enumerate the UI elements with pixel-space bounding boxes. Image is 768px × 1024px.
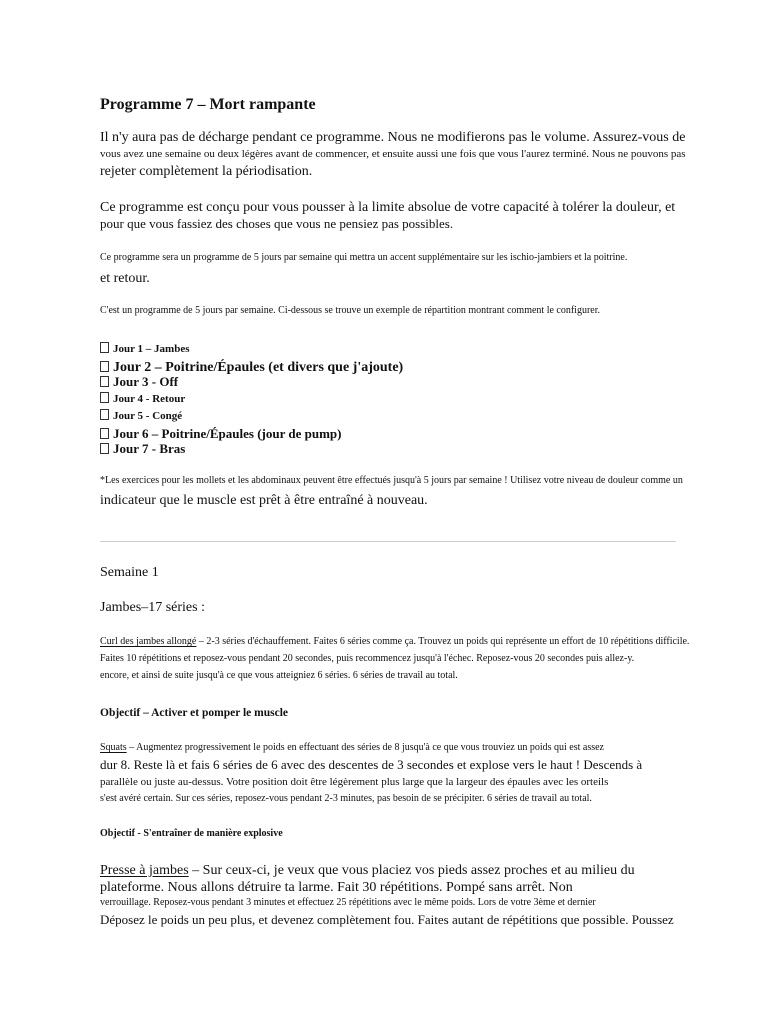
exercise-1-line-2: Faites 10 répétitions et reposez-vous pendant 20 secondes, puis recommencez jusqu'à l'échec. Reposez-vous 20 secondes puis allez-y.: [100, 653, 635, 664]
checkbox-icon: [100, 392, 109, 403]
day-item: [100, 375, 178, 390]
exercise-2-line-1: [100, 742, 604, 754]
exercise-1-objective: Objectif – Activer et pomper le muscle: [100, 707, 288, 719]
exercise-2-name: Squats: [100, 742, 127, 753]
checkbox-icon: [100, 428, 109, 439]
intro-p2-line-2: pour que vous fassiez des choses que vous ne pensiez pas possibles.: [100, 216, 454, 231]
exercise-1-line-3: encore, et ainsi de suite jusqu'à ce que vous atteigniez 6 séries. 6 séries de travail au total.: [100, 670, 458, 681]
day-label: Jour 2 – Poitrine/Épaules (et divers que j'ajoute): [113, 360, 404, 375]
intro-p4: C'est un programme de 5 jours par semaine. Ci-dessous se trouve un exemple de répartition montrant comment le configurer.: [100, 305, 600, 316]
day-label: Jour 3 - Off: [113, 374, 179, 389]
exercise-3-line-4: Déposez le poids un peu plus, et devenez complètement fou. Faites autant de répétitions que possible. Poussez: [100, 912, 674, 927]
intro-p2-line-1: Ce programme est conçu pour vous pousser à la limite absolue de votre capacité à tolérer la douleur, et: [100, 200, 676, 215]
checkbox-icon: [100, 443, 109, 454]
exercise-2-line-4: s'est avéré certain. Sur ces séries, reposez-vous pendant 2-3 minutes, pas besoin de se précipiter. 6 séries de travail au total.: [100, 793, 592, 804]
intro-p1-line-2: vous avez une semaine ou deux légères avant de commencer, et ensuite aussi une fois que vous l'aurez terminé. Nous ne pouvons pas: [100, 148, 686, 160]
day-item: [100, 442, 185, 457]
day-item: [100, 342, 190, 356]
intro-p3-line-2: et retour.: [100, 271, 150, 286]
note-line-1: *Les exercices pour les mollets et les abdominaux peuvent être effectués jusqu'à 5 jours par semaine ! Utilisez votre niveau de douleur comme un: [100, 475, 683, 486]
checkbox-icon: [100, 342, 109, 353]
checkbox-icon: [100, 361, 109, 372]
exercise-1-text: – 2-3 séries d'échauffement. Faites 6 séries comme ça. Trouvez un poids qui représente un effort de 10 répétitions difficile.: [196, 636, 690, 647]
note-line-2: indicateur que le muscle est prêt à être entraîné à nouveau.: [100, 493, 428, 508]
exercise-3-line-2: plateforme. Nous allons détruire ta larme. Fait 30 répétitions. Pompé sans arrêt. Non: [100, 880, 573, 895]
checkbox-icon: [100, 409, 109, 420]
day-label: Jour 1 – Jambes: [113, 343, 190, 355]
exercise-3-name: Presse à jambes: [100, 863, 189, 878]
page-title: Programme 7 – Mort rampante: [100, 96, 316, 113]
intro-p1-line-1: Il n'y aura pas de décharge pendant ce programme. Nous ne modifierons pas le volume. Assurez-vous de: [100, 130, 686, 145]
exercise-2-objective: Objectif - S'entraîner de manière explosive: [100, 828, 283, 839]
day-label: Jour 4 - Retour: [113, 393, 186, 405]
day-label: Jour 6 – Poitrine/Épaules (jour de pump): [113, 426, 342, 441]
exercise-3-line-1: [100, 863, 635, 879]
week-heading: Semaine 1: [100, 565, 159, 580]
intro-p1-line-3: rejeter complètement la périodisation.: [100, 164, 313, 179]
exercise-3-line-3: verrouillage. Reposez-vous pendant 3 minutes et effectuez 25 répétitions avec le même poids. Lors de votre 3ème et dernier: [100, 897, 596, 908]
section-divider: [100, 541, 676, 542]
exercise-2-line-2: dur 8. Reste là et fais 6 séries de 6 avec des descentes de 3 secondes et explose vers le haut ! Descends à: [100, 757, 643, 772]
intro-p3-line-1: Ce programme sera un programme de 5 jours par semaine qui mettra un accent supplémentaire sur les ischio-jambiers et la poitrine.: [100, 252, 628, 263]
section-heading: Jambes–17 séries :: [100, 600, 205, 615]
exercise-3-text: – Sur ceux-ci, je veux que vous placiez vos pieds assez proches et au milieu du: [188, 863, 635, 878]
day-label: Jour 5 - Congé: [113, 410, 183, 422]
exercise-2-text: – Augmentez progressivement le poids en effectuant des séries de 8 jusqu'à ce que vous trouviez un poids qui est assez: [126, 742, 604, 753]
day-label: Jour 7 - Bras: [113, 441, 186, 456]
exercise-1-line-1: [100, 636, 689, 648]
exercise-1-name: Curl des jambes allongé: [100, 636, 197, 647]
exercise-2-line-3: parallèle ou juste au-dessus. Votre position doit être légèrement plus large que la largeur des épaules avec les orteils: [100, 776, 609, 788]
day-item: [100, 427, 341, 442]
day-item: [100, 409, 182, 423]
day-item: [100, 392, 185, 406]
checkbox-icon: [100, 376, 109, 387]
